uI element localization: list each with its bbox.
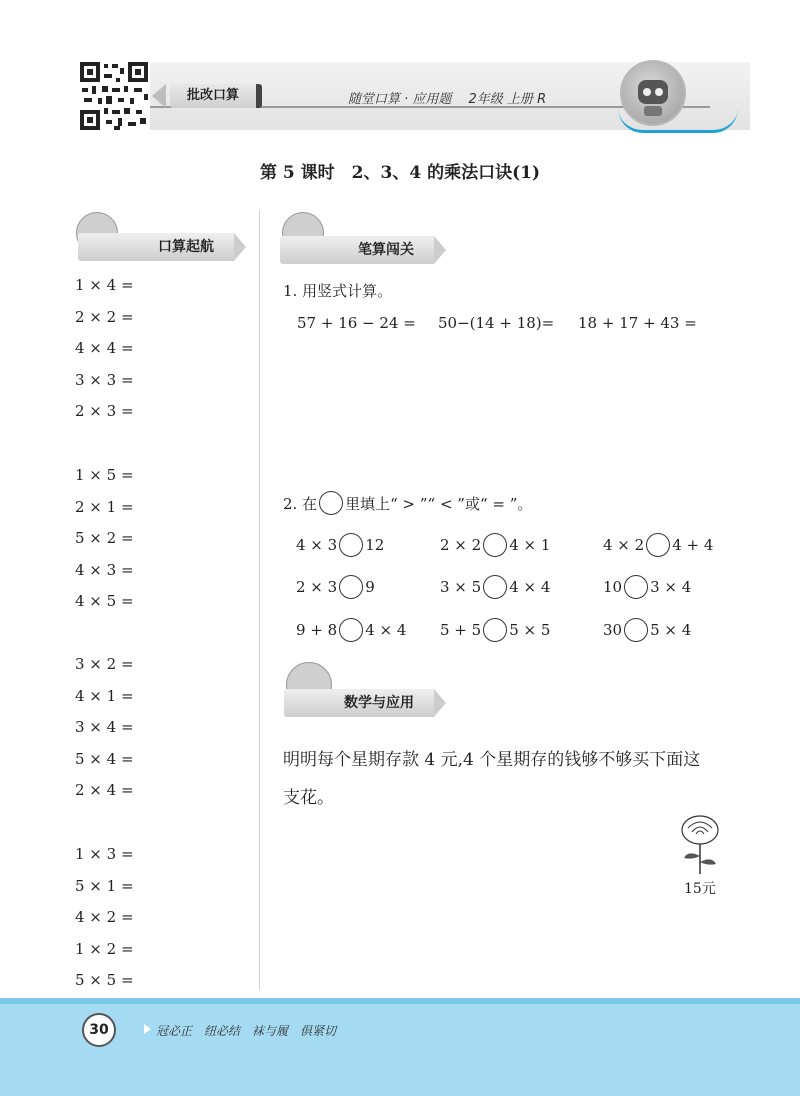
answer-circle[interactable] <box>624 618 648 642</box>
comparison-item <box>603 618 691 642</box>
column-divider <box>259 210 260 990</box>
oral-exercise: 1 × 5 = <box>75 466 134 484</box>
q2-prompt-after: 里填上“ > ”“ < ”或“ = ”。 <box>345 494 533 513</box>
comparison-item <box>440 575 550 599</box>
section-banner-application <box>284 689 434 717</box>
footer-top-stripe <box>0 998 800 1004</box>
tab-arrow-icon <box>152 84 166 108</box>
answer-circle[interactable] <box>483 575 507 599</box>
comparison-left: 9 + 8 <box>296 621 338 639</box>
comparison-item <box>603 575 691 599</box>
oral-exercise: 3 × 3 = <box>75 370 134 389</box>
circle-blank-icon <box>319 491 343 515</box>
q1-prompt: 1. 用竖式计算。 <box>283 282 393 300</box>
comparison-item <box>440 533 550 557</box>
footer-motto: 冠必正 纽必结 袜与履 俱紧切 <box>156 1024 337 1038</box>
flower-price: 15元 <box>684 881 716 897</box>
comparison-right: 5 × 4 <box>650 621 692 639</box>
comparison-right: 4 × 4 <box>365 621 407 639</box>
q1-item: 18 + 17 + 43 = <box>578 314 697 332</box>
oral-exercise: 5 × 2 = <box>75 529 134 547</box>
section-label-application: 数学与应用 <box>344 695 414 711</box>
oral-exercise: 2 × 2 = <box>75 307 134 326</box>
comparison-left: 10 <box>603 578 623 596</box>
footer-band <box>0 998 800 1096</box>
comparison-item <box>296 533 384 557</box>
answer-circle[interactable] <box>339 575 363 599</box>
oral-exercise: 1 × 2 = <box>75 939 134 958</box>
section-label-written: 笔算闯关 <box>358 242 414 258</box>
section-banner-written <box>280 236 434 264</box>
grading-tab[interactable]: 批改口算 <box>170 84 262 108</box>
answer-circle[interactable] <box>483 533 507 557</box>
oral-exercise: 1 × 3 = <box>75 845 134 863</box>
section-label-oral: 口算起航 <box>158 239 214 255</box>
comparison-item <box>296 618 406 642</box>
q2-prompt-before: 2. 在 <box>283 494 318 513</box>
comparison-left: 5 + 5 <box>440 621 482 639</box>
page-number: 30 <box>82 1013 116 1047</box>
answer-circle[interactable] <box>624 575 648 599</box>
comparison-left: 2 × 2 <box>440 536 482 554</box>
problem-line-2: 支花。 <box>283 788 334 808</box>
header-arc <box>618 108 738 133</box>
comparison-left: 3 × 5 <box>440 578 482 596</box>
comparison-left: 30 <box>603 621 623 639</box>
oral-exercise: 4 × 1 = <box>75 686 134 705</box>
comparison-left: 2 × 3 <box>296 578 338 596</box>
comparison-item <box>296 575 375 599</box>
comparison-right: 12 <box>365 536 385 554</box>
oral-exercise: 5 × 1 = <box>75 876 134 895</box>
problem-line-1: 明明每个星期存款 4 元,4 个星期存的钱够不够买下面这 <box>283 750 701 770</box>
oral-exercise: 4 × 4 = <box>75 339 134 357</box>
answer-circle[interactable] <box>646 533 670 557</box>
oral-exercise: 5 × 4 = <box>75 749 134 768</box>
comparison-right: 4 × 4 <box>509 578 551 596</box>
oral-exercise: 1 × 4 = <box>75 276 134 294</box>
oral-exercise: 2 × 4 = <box>75 781 134 799</box>
answer-circle[interactable] <box>339 618 363 642</box>
comparison-item <box>603 533 713 557</box>
comparison-left: 4 × 2 <box>603 536 645 554</box>
oral-exercise: 2 × 1 = <box>75 497 134 516</box>
oral-exercise: 5 × 5 = <box>75 971 134 989</box>
comparison-right: 4 × 1 <box>509 536 551 554</box>
oral-exercise: 3 × 4 = <box>75 718 134 736</box>
oral-exercise: 4 × 5 = <box>75 592 134 610</box>
oral-exercise: 4 × 2 = <box>75 908 134 926</box>
comparison-right: 4 + 4 <box>672 536 714 554</box>
comparison-right: 3 × 4 <box>650 578 692 596</box>
comparison-right: 5 × 5 <box>509 621 551 639</box>
section-banner-oral <box>78 233 234 261</box>
oral-exercise: 2 × 3 = <box>75 402 134 420</box>
oral-exercise: 3 × 2 = <box>75 655 134 673</box>
rose-icon <box>672 812 728 880</box>
series-title: 随堂口算 · 应用题 2年级 上册 R <box>348 92 547 107</box>
qr-code[interactable] <box>78 60 150 132</box>
answer-circle[interactable] <box>339 533 363 557</box>
answer-circle[interactable] <box>483 618 507 642</box>
q1-item: 50−(14 + 18)= <box>438 314 555 332</box>
oral-exercise: 4 × 3 = <box>75 560 134 579</box>
q2-prompt <box>283 491 532 515</box>
comparison-left: 4 × 3 <box>296 536 338 554</box>
comparison-item <box>440 618 550 642</box>
lesson-title: 第 5 课时 2、3、4 的乘法口诀(1) <box>260 163 540 183</box>
motto-arrow-icon <box>144 1024 151 1034</box>
q1-item: 57 + 16 − 24 = <box>297 314 416 332</box>
comparison-right: 9 <box>365 578 375 596</box>
